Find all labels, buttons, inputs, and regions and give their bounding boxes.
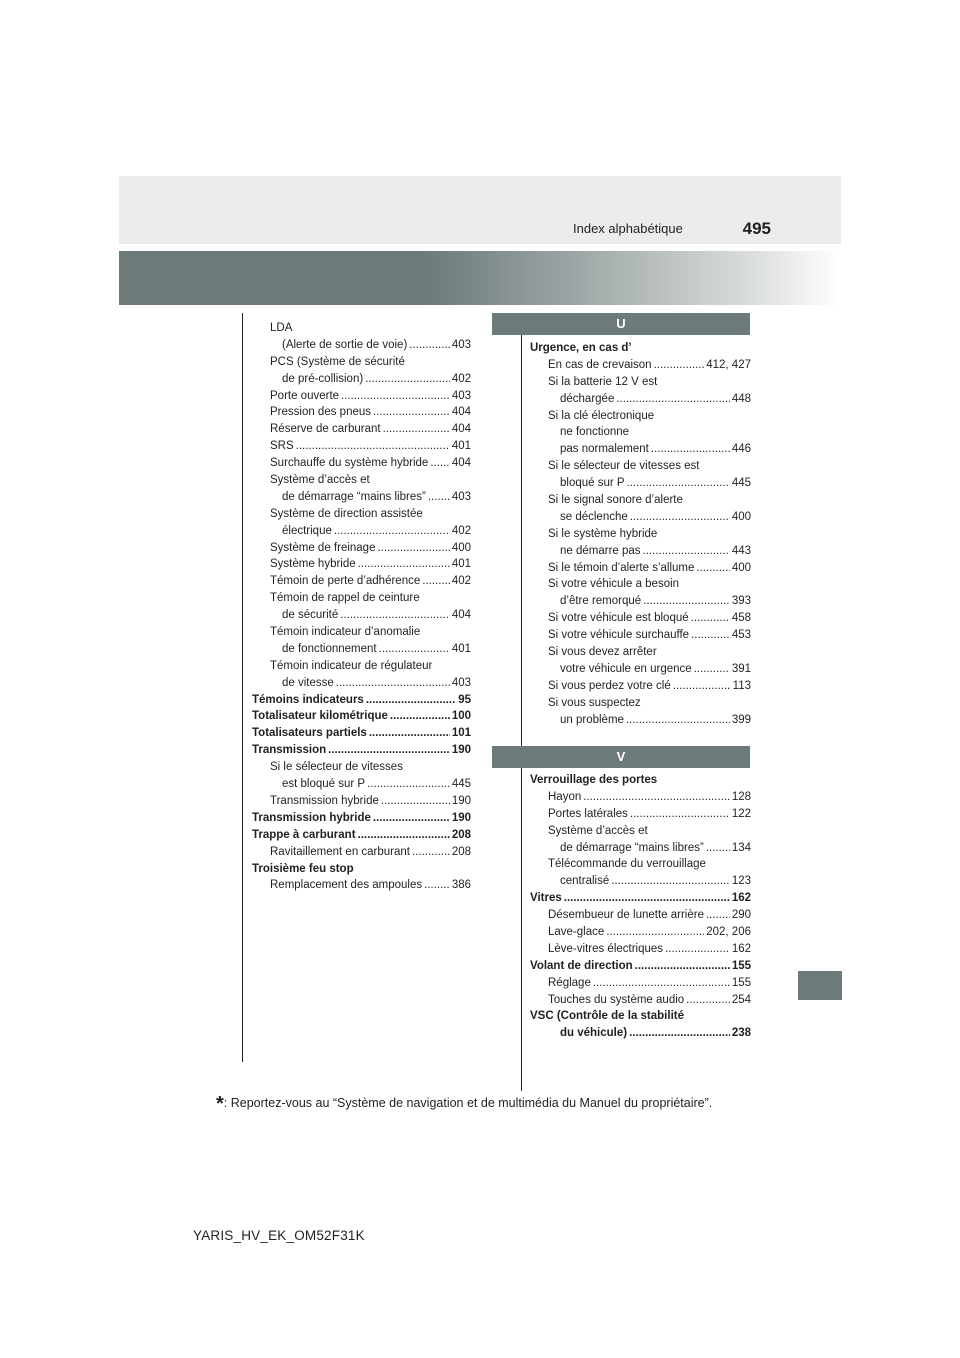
- dot-leader: [583, 789, 730, 806]
- index-entry: [530, 907, 751, 924]
- index-entry: [252, 573, 471, 590]
- index-entry: [252, 590, 471, 607]
- footnote-text: : Reportez-vous au “Système de navigation et de multimédia du Manuel du propriétaire”.: [223, 1096, 713, 1110]
- index-entry-label: Télécommande du verrouillage: [548, 858, 706, 871]
- index-entry-page: 393: [731, 595, 751, 608]
- index-entry-label: Témoin de perte d’adhérence: [270, 575, 421, 588]
- index-entry-label: de pré-collision): [282, 372, 364, 385]
- index-entry-label: Transmission hybride: [252, 811, 371, 824]
- index-entry-label: se déclenche: [560, 510, 628, 523]
- dot-leader: [428, 489, 450, 506]
- dot-leader: [358, 827, 450, 844]
- dot-leader: [630, 806, 730, 823]
- index-entry-label: Si vous suspectez: [548, 696, 641, 709]
- index-entry-page: 446: [731, 443, 751, 456]
- dot-leader: [611, 873, 730, 890]
- dot-leader: [377, 540, 449, 557]
- index-entry: [530, 610, 751, 627]
- index-entry-label: Si la batterie 12 V est: [548, 375, 658, 388]
- dot-leader: [328, 742, 450, 759]
- dot-leader: [635, 958, 730, 975]
- index-entry-page: 402: [451, 575, 471, 588]
- index-entry-label: VSC (Contrôle de la stabilité: [530, 1010, 684, 1023]
- index-entry-page: 401: [451, 440, 471, 453]
- dot-leader: [373, 404, 450, 421]
- index-entry: [252, 861, 471, 878]
- index-entry-page: 113: [732, 679, 751, 692]
- dot-leader: [627, 475, 730, 492]
- index-entry-page: 95: [458, 693, 471, 706]
- index-entry-page: 400: [731, 561, 751, 574]
- index-entry-page: 123: [731, 875, 751, 888]
- index-entry-page: 100: [451, 710, 471, 723]
- index-entry: [530, 958, 751, 975]
- index-entry: [252, 742, 471, 759]
- index-entry: [252, 675, 471, 692]
- index-entry: [252, 506, 471, 523]
- dot-leader: [651, 441, 730, 458]
- index-entry-page: 190: [451, 744, 471, 757]
- dot-leader: [629, 1025, 730, 1042]
- index-entry-label: Totalisateur kilométrique: [252, 710, 388, 723]
- index-entry-label: bloqué sur P: [560, 477, 625, 490]
- index-entry-page: 400: [731, 510, 751, 523]
- index-entry: [252, 404, 471, 421]
- index-entry: [530, 806, 751, 823]
- index-column-right-u: [530, 340, 751, 728]
- dot-leader: [694, 661, 730, 678]
- index-entry: [530, 924, 751, 941]
- dot-leader: [358, 556, 450, 573]
- index-entry-label: est bloqué sur P: [282, 778, 366, 791]
- dot-leader: [606, 924, 704, 941]
- index-entry: [530, 1008, 751, 1025]
- index-entry-page: 453: [731, 629, 751, 642]
- index-entry-label: Transmission hybride: [270, 794, 379, 807]
- index-entry: [530, 712, 751, 729]
- index-entry-label: Troisième feu stop: [252, 862, 354, 875]
- dot-leader: [422, 573, 450, 590]
- dot-leader: [296, 438, 450, 455]
- index-entry-label: de vitesse: [282, 676, 334, 689]
- index-entry: [252, 472, 471, 489]
- index-entry: [252, 371, 471, 388]
- footnote: [216, 1093, 712, 1116]
- index-entry-page: 403: [451, 338, 471, 351]
- index-entry-page: 208: [451, 845, 471, 858]
- index-entry: [252, 725, 471, 742]
- index-entry: [252, 877, 471, 894]
- dot-leader: [409, 337, 450, 354]
- dot-leader: [673, 678, 731, 695]
- index-entry-page: 403: [451, 490, 471, 503]
- chapter-side-tab: [798, 971, 842, 1000]
- index-entry: [252, 658, 471, 675]
- dot-leader: [691, 610, 730, 627]
- index-entry-label: Témoins indicateurs: [252, 693, 364, 706]
- header-gradient-bar: [119, 251, 841, 305]
- index-entry: [252, 692, 471, 709]
- index-entry-label: Si votre véhicule surchauffe: [548, 629, 690, 642]
- index-entry-label: Volant de direction: [530, 959, 633, 972]
- dot-leader: [706, 907, 730, 924]
- index-entry-label: Si vous perdez votre clé: [548, 679, 671, 692]
- index-entry: [252, 489, 471, 506]
- index-entry-label: Portes latérales: [548, 807, 628, 820]
- index-entry: [530, 408, 751, 425]
- index-entry: [252, 320, 471, 337]
- index-entry-page: 404: [451, 406, 471, 419]
- index-entry: [530, 840, 751, 857]
- index-entry: [530, 695, 751, 712]
- index-entry: [252, 438, 471, 455]
- index-entry: [530, 873, 751, 890]
- index-entry-page: 404: [451, 609, 471, 622]
- index-entry: [252, 455, 471, 472]
- dot-leader: [665, 941, 730, 958]
- index-entry-page: 134: [731, 841, 751, 854]
- index-entry-page: 458: [731, 612, 751, 625]
- index-entry-page: 403: [451, 676, 471, 689]
- index-entry-label: votre véhicule en urgence: [560, 662, 692, 675]
- index-entry-page: 403: [451, 389, 471, 402]
- index-entry: [252, 810, 471, 827]
- index-entry-label: Réserve de carburant: [270, 423, 381, 436]
- index-entry-label: Hayon: [548, 790, 582, 803]
- dot-leader: [340, 607, 450, 624]
- index-entry: [530, 975, 751, 992]
- index-entry: [530, 823, 751, 840]
- index-entry-label: LDA: [270, 322, 293, 334]
- index-entry-label: Trappe à carburant: [252, 828, 356, 841]
- index-entry: [252, 607, 471, 624]
- index-entry: [530, 441, 751, 458]
- dot-leader: [564, 890, 730, 907]
- dot-leader: [643, 593, 730, 610]
- index-entry-label: Système d’accès et: [548, 824, 648, 837]
- index-entry: [530, 772, 751, 789]
- dot-leader: [626, 712, 730, 729]
- index-entry-page: 402: [451, 372, 471, 385]
- index-entry-label: ne démarre pas: [560, 544, 641, 557]
- index-entry: [530, 678, 751, 695]
- index-entry-label: du véhicule): [560, 1027, 628, 1040]
- index-entry: [530, 458, 751, 475]
- index-entry-label: Si votre véhicule est bloqué: [548, 612, 689, 625]
- page-header: [119, 176, 841, 244]
- index-entry-label: de démarrage “mains libres”: [282, 490, 426, 503]
- index-entry-label: de démarrage “mains libres”: [560, 841, 704, 854]
- index-entry-page: 202, 206: [706, 926, 751, 939]
- dot-leader: [643, 543, 730, 560]
- index-entry: [530, 543, 751, 560]
- dot-leader: [412, 844, 450, 861]
- index-entry-label: de sécurité: [282, 609, 339, 622]
- index-entry-label: Réglage: [548, 976, 591, 989]
- dot-leader: [696, 560, 729, 577]
- footnote-marker: *: [216, 1093, 224, 1115]
- index-entry-page: 386: [451, 879, 471, 892]
- index-entry-label: Si le sélecteur de vitesses est: [548, 460, 700, 473]
- index-entry: [530, 374, 751, 391]
- column-divider-middle: [521, 313, 522, 1091]
- index-entry-label: Désembueur de lunette arrière: [548, 909, 704, 922]
- index-entry: [530, 576, 751, 593]
- index-entry-label: Surchauffe du système hybride: [270, 457, 429, 470]
- index-entry: [530, 856, 751, 873]
- index-entry-page: 402: [451, 524, 471, 537]
- index-entry: [530, 560, 751, 577]
- index-entry-label: Porte ouverte: [270, 389, 340, 402]
- page-number: 495: [742, 219, 771, 238]
- index-entry-label: Lave-glace: [548, 926, 605, 939]
- index-entry: [252, 708, 471, 725]
- index-entry-page: 190: [451, 794, 471, 807]
- index-entry: [530, 627, 751, 644]
- index-entry: [530, 526, 751, 543]
- index-entry-page: 412, 427: [706, 358, 751, 371]
- index-entry-page: 155: [731, 959, 751, 972]
- index-entry-label: Touches du système audio: [548, 993, 685, 1006]
- dot-leader: [430, 455, 449, 472]
- index-entry: [530, 509, 751, 526]
- index-entry-label: Système de freinage: [270, 541, 376, 554]
- index-entry-label: Si la clé électronique: [548, 409, 655, 422]
- index-entry-label: Verrouillage des portes: [530, 774, 658, 786]
- index-entry-page: 448: [731, 392, 751, 405]
- index-entry: [252, 354, 471, 371]
- index-entry-page: 445: [451, 778, 471, 791]
- index-entry-page: 122: [731, 807, 751, 820]
- index-entry: [530, 661, 751, 678]
- index-entry-label: Si le signal sonore d’alerte: [548, 494, 683, 507]
- index-entry: [530, 593, 751, 610]
- index-entry: [252, 844, 471, 861]
- index-entry-page: 401: [451, 642, 471, 655]
- index-entry: [252, 421, 471, 438]
- index-entry-page: 254: [731, 993, 751, 1006]
- index-entry-label: PCS (Système de sécurité: [270, 355, 405, 368]
- index-entry-label: Si le sélecteur de vitesses: [270, 761, 403, 774]
- dot-leader: [686, 992, 730, 1009]
- index-entry-label: ne fonctionne: [560, 426, 630, 439]
- index-entry-label: Totalisateurs partiels: [252, 727, 367, 740]
- dot-leader: [383, 421, 450, 438]
- index-entry-label: Si votre véhicule a besoin: [548, 578, 680, 591]
- index-entry-label: électrique: [282, 524, 332, 537]
- index-entry-page: 399: [731, 713, 751, 726]
- dot-leader: [341, 388, 450, 405]
- index-entry: [530, 475, 751, 492]
- index-entry: [252, 776, 471, 793]
- index-entry-label: Urgence, en cas d’: [530, 342, 632, 354]
- index-entry-label: Témoin de rappel de ceinture: [270, 592, 420, 605]
- index-entry-page: 155: [731, 976, 751, 989]
- index-entry-label: Vitres: [530, 892, 562, 905]
- index-entry-label: Si le témoin d’alerte s’allume: [548, 561, 695, 574]
- index-entry: [530, 424, 751, 441]
- dot-leader: [366, 692, 456, 709]
- index-entry: [530, 941, 751, 958]
- index-entry: [252, 641, 471, 658]
- index-entry-page: 290: [731, 909, 751, 922]
- index-entry-page: 208: [451, 828, 471, 841]
- index-entry-label: Témoin indicateur de régulateur: [270, 659, 433, 672]
- index-entry-label: SRS: [270, 440, 294, 453]
- dot-leader: [334, 523, 450, 540]
- index-column-left: [252, 320, 471, 894]
- dot-leader: [616, 391, 729, 408]
- index-entry-label: (Alerte de sortie de voie): [282, 338, 408, 351]
- index-entry-page: 238: [731, 1027, 751, 1040]
- index-entry-page: 400: [451, 541, 471, 554]
- section-letter-v: V: [492, 746, 750, 768]
- index-entry-label: Si vous devez arrêter: [548, 646, 657, 659]
- dot-leader: [424, 877, 450, 894]
- dot-leader: [706, 840, 730, 857]
- index-entry: [530, 890, 751, 907]
- dot-leader: [369, 725, 450, 742]
- index-entry-label: un problème: [560, 713, 624, 726]
- dot-leader: [654, 357, 705, 374]
- index-entry-page: 162: [731, 892, 751, 905]
- index-entry-label: Lève-vitres électriques: [548, 942, 664, 955]
- index-entry: [252, 523, 471, 540]
- index-entry-label: Système d’accès et: [270, 474, 370, 487]
- index-entry: [252, 556, 471, 573]
- section-letter-u: U: [492, 313, 750, 335]
- index-entry-page: 404: [451, 457, 471, 470]
- dot-leader: [373, 810, 450, 827]
- dot-leader: [593, 975, 730, 992]
- section-title: Index alphabétique: [573, 221, 683, 236]
- index-entry-page: 445: [731, 477, 751, 490]
- index-entry-label: Si le système hybride: [548, 527, 658, 540]
- index-entry-label: Transmission: [252, 744, 327, 757]
- index-entry-label: pas normalement: [560, 443, 649, 456]
- dot-leader: [390, 708, 450, 725]
- index-entry: [252, 540, 471, 557]
- index-entry-label: Système hybride: [270, 558, 356, 571]
- dot-leader: [365, 371, 450, 388]
- index-entry-label: Ravitaillement en carburant: [270, 845, 410, 858]
- index-entry-page: 401: [451, 558, 471, 571]
- index-entry-label: Pression des pneus: [270, 406, 372, 419]
- index-entry-page: 404: [451, 423, 471, 436]
- index-entry-page: 443: [731, 544, 751, 557]
- index-entry: [252, 827, 471, 844]
- index-entry: [530, 789, 751, 806]
- index-entry-page: 391: [731, 662, 751, 675]
- index-entry: [530, 992, 751, 1009]
- column-divider-left: [242, 313, 243, 1062]
- index-entry: [252, 388, 471, 405]
- index-column-right-v: [530, 772, 751, 1042]
- index-entry-page: 128: [731, 790, 751, 803]
- index-entry-page: 162: [731, 942, 751, 955]
- document-code: YARIS_HV_EK_OM52F31K: [193, 1228, 365, 1243]
- index-entry-page: 101: [451, 727, 471, 740]
- index-entry: [530, 357, 751, 374]
- index-entry-label: d’être remorqué: [560, 595, 642, 608]
- index-entry: [530, 492, 751, 509]
- dot-leader: [336, 675, 450, 692]
- index-entry-label: Remplacement des ampoules: [270, 879, 423, 892]
- dot-leader: [381, 793, 450, 810]
- index-entry: [530, 1025, 751, 1042]
- index-entry-label: centralisé: [560, 875, 610, 888]
- index-entry-label: En cas de crevaison: [548, 358, 652, 371]
- index-entry: [252, 337, 471, 354]
- dot-leader: [630, 509, 730, 526]
- index-entry-label: Témoin indicateur d’anomalie: [270, 626, 421, 639]
- index-entry-label: de fonctionnement: [282, 642, 377, 655]
- dot-leader: [379, 641, 450, 658]
- index-entry: [530, 391, 751, 408]
- dot-leader: [691, 627, 730, 644]
- index-entry: [530, 340, 751, 357]
- index-entry: [252, 759, 471, 776]
- index-entry-page: 190: [451, 811, 471, 824]
- dot-leader: [367, 776, 450, 793]
- index-entry-label: déchargée: [560, 392, 615, 405]
- index-entry: [252, 793, 471, 810]
- index-entry-label: Système de direction assistée: [270, 507, 423, 520]
- index-entry: [252, 624, 471, 641]
- index-entry: [530, 644, 751, 661]
